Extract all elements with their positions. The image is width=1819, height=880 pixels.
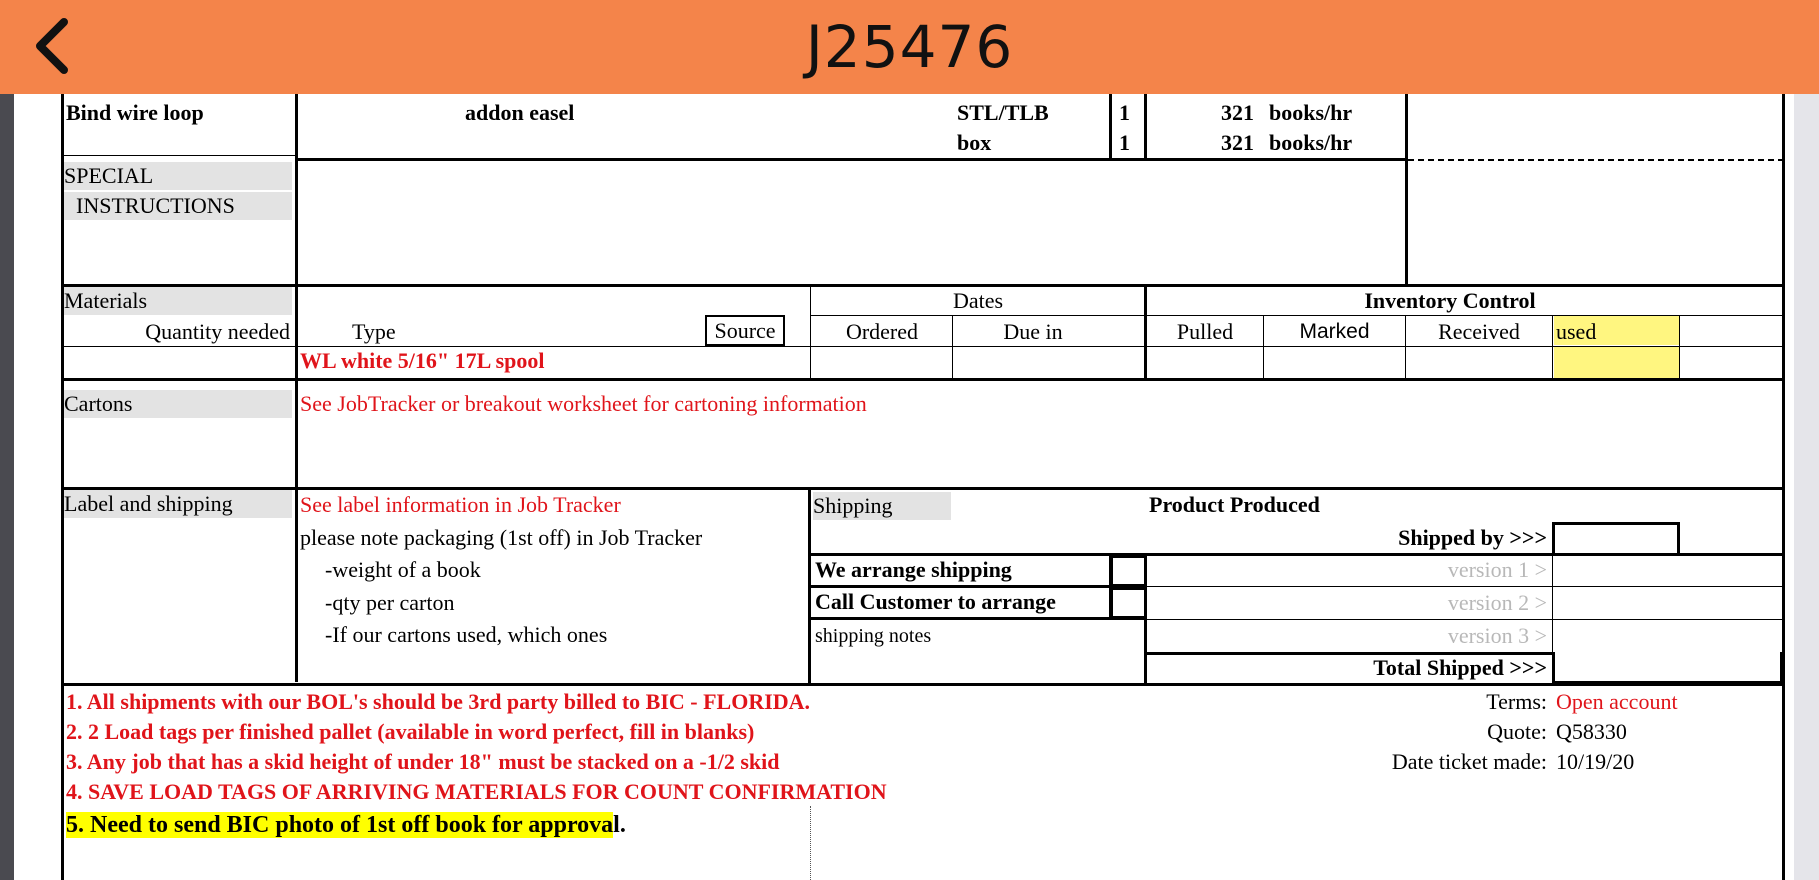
left-edge	[0, 94, 14, 880]
due-in-header: Due in	[1003, 319, 1063, 344]
bind-qty-1: 1	[1119, 100, 1130, 125]
materials-label: Materials	[64, 287, 292, 315]
terms-value: Open account	[1556, 689, 1678, 714]
total-shipped-label: Total Shipped >>>	[1373, 655, 1547, 680]
shipping-label: Shipping	[813, 492, 951, 520]
bind-label: Bind wire loop	[66, 100, 204, 125]
ordered-header: Ordered	[845, 319, 919, 344]
shipped-by-field[interactable]	[1552, 522, 1680, 556]
note-5-end: l.	[613, 812, 626, 838]
we-arrange-label: We arrange shipping	[815, 557, 1012, 582]
cartons-note: See JobTracker or breakout worksheet for cartoning information	[300, 391, 867, 416]
note-1: 1. All shipments with our BOL's should be 3rd party billed to BIC - FLORIDA.	[66, 689, 811, 714]
bind-unit-1: books/hr	[1269, 100, 1353, 125]
marked-header: Marked	[1299, 320, 1370, 343]
bind-description: addon easel	[465, 100, 575, 125]
note-4: 4. SAVE LOAD TAGS OF ARRIVING MATERIALS FOR COUNT CONFIRMATION	[66, 779, 887, 804]
version-1-label: version 1 >	[1447, 557, 1547, 582]
terms-label: Terms:	[1486, 689, 1547, 714]
pulled-header: Pulled	[1176, 319, 1234, 344]
bind-qty-2: 1	[1119, 130, 1130, 155]
material-item: WL white 5/16" 17L spool	[300, 348, 545, 373]
received-header: Received	[1438, 319, 1520, 344]
used-cell-highlight[interactable]	[1554, 347, 1679, 378]
note-2: 2. 2 Load tags per finished pallet (available in word perfect, fill in blanks)	[66, 719, 755, 744]
quote-label: Quote:	[1487, 719, 1547, 744]
job-title: J25476	[805, 13, 1014, 81]
cartons-label: Cartons	[64, 390, 292, 418]
call-customer-label: Call Customer to arrange	[815, 589, 1056, 614]
label-shipping-label: Label and shipping	[64, 490, 292, 518]
quantity-needed-header: Quantity needed	[145, 319, 290, 344]
version-3-label: version 3 >	[1447, 623, 1547, 648]
weight-note: -weight of a book	[325, 557, 481, 582]
version-2-label: version 2 >	[1447, 590, 1547, 615]
source-header: Source	[714, 318, 776, 343]
bind-type-1: STL/TLB	[957, 100, 1049, 125]
shipped-by-label: Shipped by >>>	[1398, 525, 1547, 550]
date-ticket-value: 10/19/20	[1556, 749, 1635, 774]
type-header: Type	[352, 319, 396, 344]
bind-type-2: box	[957, 130, 992, 155]
inventory-control-header: Inventory Control	[1364, 288, 1536, 313]
note-5	[66, 811, 626, 839]
call-customer-checkbox[interactable]	[1110, 587, 1147, 619]
right-edge	[1794, 94, 1819, 880]
cartons-used-note: -If our cartons used, which ones	[325, 622, 608, 647]
date-ticket-label: Date ticket made:	[1391, 749, 1547, 774]
bind-unit-2: books/hr	[1269, 130, 1353, 155]
shipping-notes-label: shipping notes	[815, 625, 932, 647]
qty-carton-note: -qty per carton	[325, 590, 455, 615]
label-info-note: See label information in Job Tracker	[300, 492, 621, 517]
we-arrange-checkbox[interactable]	[1110, 555, 1147, 587]
dates-header: Dates	[952, 288, 1004, 313]
instructions-label: INSTRUCTIONS	[64, 192, 292, 220]
product-produced-label: Product Produced	[1149, 492, 1320, 517]
bind-rate-1: 321	[1221, 100, 1254, 125]
note-5-highlighted: 5. Need to send BIC photo of 1st off book for approva	[66, 812, 614, 838]
quote-value: Q58330	[1556, 719, 1627, 744]
note-3: 3. Any job that has a skid height of under 18" must be stacked on a -1/2 skid	[66, 749, 780, 774]
packaging-note: please note packaging (1st off) in Job Tracker	[300, 525, 703, 550]
special-label: SPECIAL	[64, 162, 292, 190]
bind-rate-2: 321	[1221, 130, 1254, 155]
total-shipped-field[interactable]	[1552, 652, 1783, 684]
used-header: used	[1556, 319, 1597, 344]
